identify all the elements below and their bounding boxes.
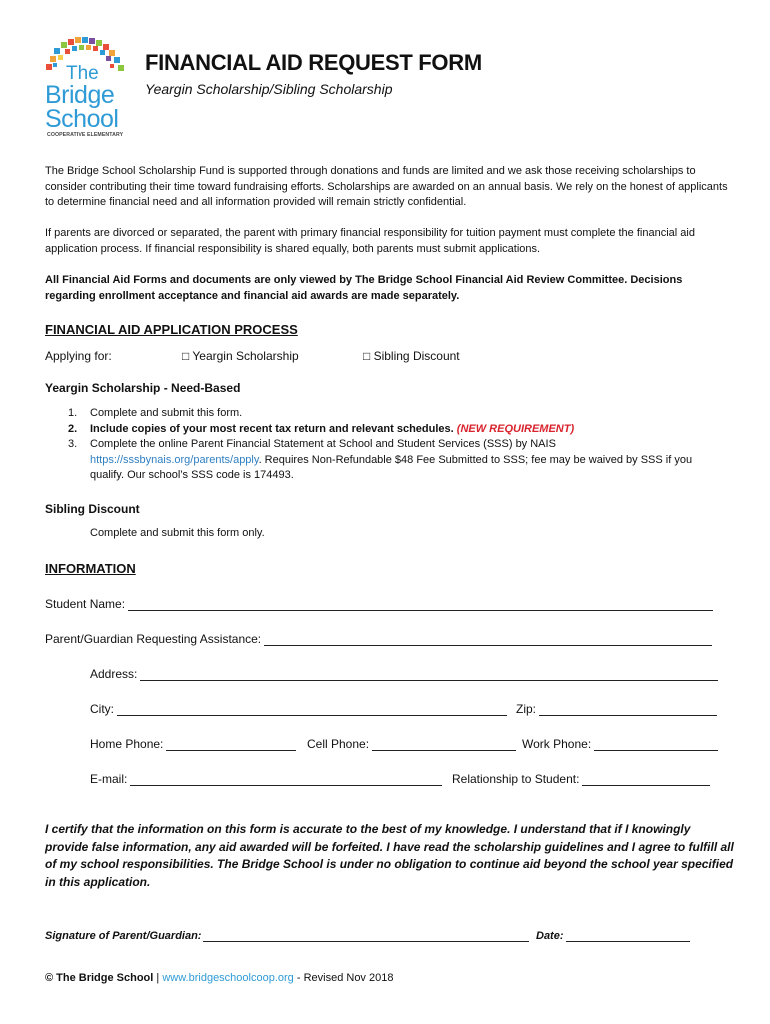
footer-revised: - Revised Nov 2018: [296, 972, 394, 984]
signature-label: Signature of Parent/Guardian:: [45, 930, 202, 942]
list-item: 1. Complete and submit this form.: [68, 407, 243, 419]
parent-name-input[interactable]: [264, 633, 712, 646]
sibling-instructions: Complete and submit this form only.: [90, 527, 265, 539]
list-item: 2. Include copies of your most recent tax return and relevant schedules. (NEW REQUIREMENT): [68, 422, 575, 435]
logo-word-bridge: Bridge: [45, 81, 115, 109]
list-item: 3. Complete the online Parent Financial Statement at School and Student Services (SSS) by NAIS https://sssbynais.org/parents/apply. Requires Non-Refundable $48 Fee Submitted to SSS; fee may be waived by SSS if you qualify. Our school’s SSS code is 174493.: [68, 438, 693, 481]
date-input[interactable]: [566, 930, 690, 942]
information-heading: INFORMATION: [45, 561, 136, 576]
page-subtitle: Yeargin Scholarship/Sibling Scholarship: [145, 81, 393, 97]
relationship-input[interactable]: [582, 773, 710, 786]
home-phone-label: Home Phone:: [90, 737, 164, 751]
intro-paragraph-funding: The Bridge School Scholarship Fund is supported through donations and funds are limited and we ask those receiving scholarships to consider contributing their time toward fundraising efforts. Scholarships are awarded on an annual basis. We rely on the honest of applicants to determine financial need and all information provided will remain strictly confidential.: [45, 165, 728, 208]
certification-statement: I certify that the information on this form is accurate to the best of my knowledge. I understand that if I knowingly provide false information, any aid awarded will be forfeited. I have read the scholarship guidelines and I agree to fulfill all of my school responsibilities. The Bridge School is under no obligation to continue aid beyond the school year specified in this application.: [45, 822, 734, 889]
sibling-heading: Sibling Discount: [45, 502, 140, 516]
parent-name-field[interactable]: [45, 630, 725, 646]
bridge-school-logo: [42, 36, 132, 140]
yeargin-steps-list: [68, 406, 728, 484]
zip-field[interactable]: [516, 700, 717, 716]
city-input[interactable]: [117, 703, 507, 716]
address-field[interactable]: [90, 665, 725, 681]
footer-copyright: © The Bridge School: [45, 972, 154, 984]
student-name-field[interactable]: [45, 595, 720, 611]
work-phone-input[interactable]: [594, 738, 718, 751]
parent-name-label: Parent/Guardian Requesting Assistance:: [45, 632, 262, 646]
new-requirement-flag: (NEW REQUIREMENT): [456, 422, 575, 435]
date-label: Date:: [536, 930, 564, 942]
cell-phone-label: Cell Phone:: [307, 737, 370, 751]
footer-separator: |: [156, 972, 160, 984]
yeargin-heading: Yeargin Scholarship - Need-Based: [45, 381, 241, 395]
footer-website-link[interactable]: www.bridgeschoolcoop.org: [162, 972, 294, 984]
zip-label: Zip:: [516, 702, 537, 716]
signature-field[interactable]: [45, 926, 529, 942]
relationship-label: Relationship to Student:: [452, 772, 580, 786]
logo-word-school: School: [45, 105, 119, 133]
student-name-input[interactable]: [128, 598, 713, 611]
address-input[interactable]: [140, 668, 718, 681]
yeargin-scholarship-checkbox[interactable]: □ Yeargin Scholarship: [182, 349, 299, 363]
address-label: Address:: [90, 667, 138, 681]
home-phone-input[interactable]: [166, 738, 296, 751]
student-name-label: Student Name:: [45, 597, 126, 611]
zip-input[interactable]: [539, 703, 717, 716]
email-input[interactable]: [130, 773, 442, 786]
relationship-field[interactable]: [452, 770, 710, 786]
sss-apply-link[interactable]: https://sssbynais.org/parents/apply: [90, 453, 259, 466]
cell-phone-input[interactable]: [372, 738, 516, 751]
logo-word-the: The: [66, 63, 99, 84]
work-phone-label: Work Phone:: [522, 737, 592, 751]
page-title: FINANCIAL AID REQUEST FORM: [145, 50, 482, 75]
home-phone-field[interactable]: [90, 735, 296, 751]
signature-input[interactable]: [203, 930, 529, 942]
email-label: E-mail:: [90, 772, 128, 786]
email-field[interactable]: [90, 770, 442, 786]
intro-paragraph-confidential: All Financial Aid Forms and documents are only viewed by The Bridge School Financial Aid Review Committee. Decisions regarding enrollment acceptance and financial aid awards are made separately.: [45, 274, 683, 302]
process-heading: FINANCIAL AID APPLICATION PROCESS: [45, 322, 298, 337]
city-label: City:: [90, 702, 114, 716]
sibling-discount-checkbox[interactable]: □ Sibling Discount: [363, 349, 460, 363]
work-phone-field[interactable]: [522, 735, 718, 751]
logo-tagline: COOPERATIVE ELEMENTARY: [47, 132, 124, 138]
city-field[interactable]: [90, 700, 507, 716]
date-field[interactable]: [536, 926, 690, 942]
footer: [45, 972, 393, 984]
cell-phone-field[interactable]: [307, 735, 516, 751]
applying-for-label: Applying for:: [45, 349, 112, 363]
intro-paragraph-divorced: If parents are divorced or separated, the parent with primary financial responsibility for tuition payment must complete the financial aid application process. If financial responsibility is shared equally, both parents must submit applications.: [45, 227, 695, 255]
